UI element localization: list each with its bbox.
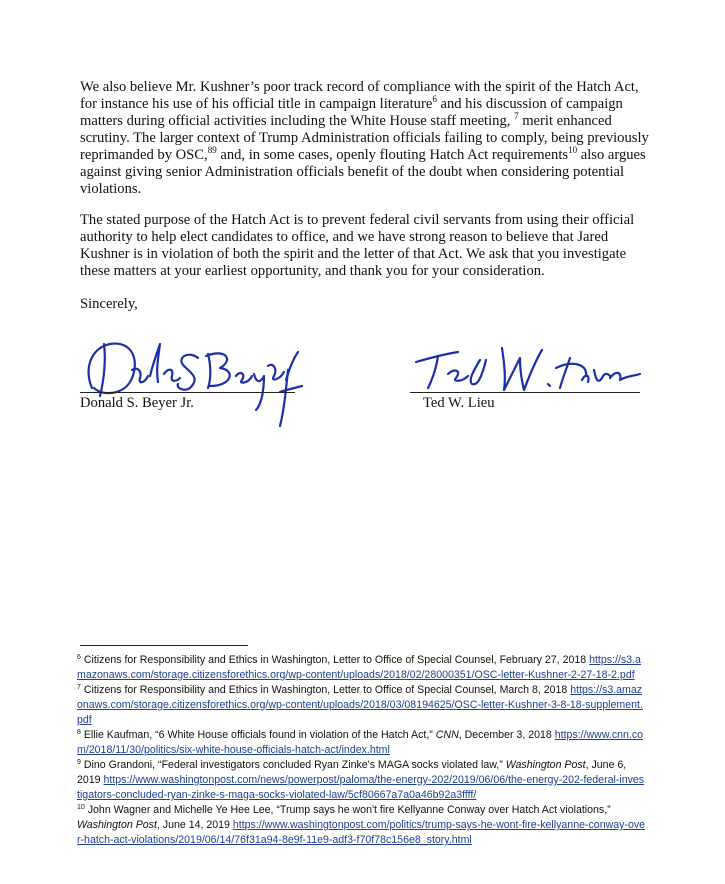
footnote-7 [77, 683, 647, 728]
footnote-link[interactable]: https://s3.amazonaws.com/storage.citizensforethics.org/wp-content/uploads/2018/02/28000351/OSC-letter-Kushner-2-27-18-2.pdf [77, 654, 641, 681]
footnote-9 [77, 758, 647, 803]
footnote-ref[interactable]: 6 [432, 94, 437, 104]
footnote-ref[interactable]: 10 [568, 145, 578, 155]
footnote-text: John Wagner and Michelle Ye Hee Lee, “Trump says he won't fire Kellyanne Conway over Hatch Act violations,” [84, 804, 611, 816]
paragraph-text: and, in some cases, openly flouting Hatch Act requirements [216, 147, 569, 163]
footnote-8 [77, 728, 647, 758]
footnote-number: 8 [77, 729, 81, 736]
footnote-number: 7 [77, 684, 81, 691]
lieu-signature-image [410, 340, 645, 400]
footnote-text: , December 3, 2018 [458, 729, 555, 741]
signer-name: Donald S. Beyer Jr. [80, 395, 194, 411]
footnote-link[interactable]: https://s3.amazonaws.com/storage.citizensforethics.org/wp-content/uploads/2018/03/08194625/OSC-letter-Kushner-3-8-18-supplement.pdf [77, 684, 643, 726]
footnote-number: 10 [77, 804, 85, 811]
footnote-link[interactable]: https://www.washingtonpost.com/politics/trump-says-he-wont-fire-kellyanne-conway-over-hatch-act-violations/2019/06/14/76f31a94-8e9f-11e9-adf3-f70f78c156e8_story.html [77, 819, 646, 846]
paragraph-text: also argues against giving senior Administration officials benefit of the doubt when considering potential violations. [80, 147, 646, 197]
paragraph-text: We also believe Mr. Kushner’s poor track record of compliance with the spirit of the Hatch Act, for instance his use of his official title in campaign literature [80, 79, 639, 112]
footnote-link[interactable]: https://www.washingtonpost.com/news/powerpost/paloma/the-energy-202/2019/06/06/the-energy-202-federal-investigators-concluded-ryan-zinke-s-maga-socks-violated-law/5cf80667a7a0a46b92a3ffff/ [77, 774, 645, 801]
footnote-text: , June 14, 2019 [156, 819, 233, 831]
closing-salutation: Sincerely, [80, 296, 138, 312]
footnote-10 [77, 803, 647, 848]
footnote-text: , June 6, 2019 [77, 759, 627, 786]
footnote-source: Washington Post [77, 819, 157, 831]
footnote-text: Ellie Kaufman, “6 White House officials found in violation of the Hatch Act,” [80, 729, 436, 741]
paragraph-text: merit enhanced scrutiny. The larger context of Trump Administration officials failing to comply, being previously reprimanded by OSC, [80, 113, 649, 163]
footnote-number: 9 [77, 759, 81, 766]
paragraph-hatch-act-purpose: The stated purpose of the Hatch Act is to prevent federal civil servants from using their official authority to help elect candidates to office, and we have strong reason to believe that Jared Kushner is in violation of both the spirit and the letter of that Act. We ask that you investigate these matters at your earliest opportunity, and thank you for your consideration. [80, 212, 635, 279]
footnote-text: Dino Grandoni, “Federal investigators concluded Ryan Zinke's MAGA socks violated law,” [80, 759, 506, 771]
footnote-number: 6 [77, 654, 81, 661]
footnote-text: Citizens for Responsibility and Ethics in Washington, Letter to Office of Special Counsel, March 8, 2018 [80, 684, 571, 696]
footnote-text: Citizens for Responsibility and Ethics in Washington, Letter to Office of Special Counsel, February 27, 2018 [80, 654, 590, 666]
footnote-ref[interactable]: 89 [207, 145, 217, 155]
footnotes-section [77, 653, 647, 848]
beyer-signature-image [80, 330, 305, 430]
footnote-source: CNN [435, 729, 459, 741]
signature-line [410, 392, 640, 393]
signature-line [80, 392, 295, 393]
paragraph-track-record [80, 79, 650, 198]
signer-name: Ted W. Lieu [423, 395, 495, 411]
footnote-6 [77, 653, 647, 683]
footnote-divider [80, 645, 248, 646]
footnote-ref[interactable]: 7 [514, 111, 519, 121]
footnote-source: Washington Post [505, 759, 586, 771]
footnote-link[interactable]: https://www.cnn.com/2018/11/30/politics/six-white-house-officials-hatch-act/index.html [77, 729, 644, 756]
paragraph-text: and his discussion of campaign matters during official activities including the White House staff meeting, [80, 96, 623, 129]
